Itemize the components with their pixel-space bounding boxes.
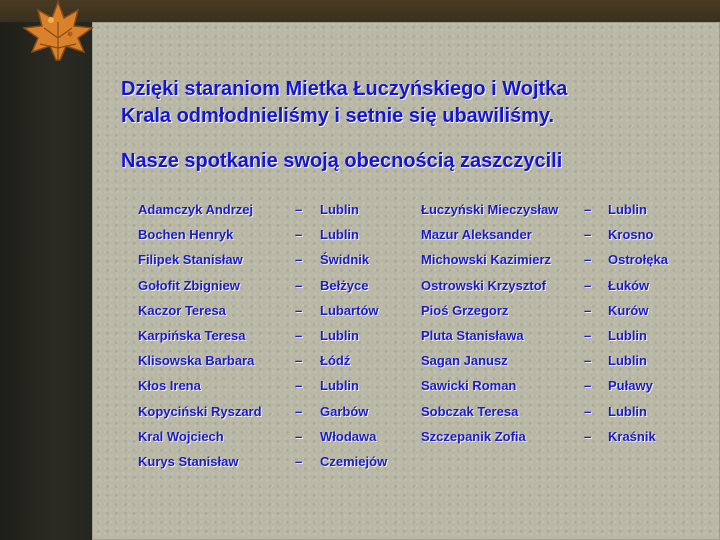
attendee-city: Bełżyce <box>320 278 369 293</box>
slide-subtitle: Nasze spotkanie swoją obecnością zaszczycili <box>121 150 563 172</box>
separator-dash: – <box>295 202 303 217</box>
separator-dash: – <box>584 353 592 368</box>
separator-dash: – <box>295 303 303 318</box>
attendee-city: Lublin <box>608 328 647 343</box>
attendee-city: Łuków <box>608 278 650 293</box>
separator-dash: – <box>584 252 592 267</box>
separator-dash: – <box>295 404 303 419</box>
separator-dash: – <box>295 328 303 343</box>
attendee-name: Klisowska Barbara <box>138 353 255 368</box>
attendee-name: Sagan Janusz <box>421 353 508 368</box>
separator-dash: – <box>584 303 592 318</box>
attendee-city: Krosno <box>608 227 654 242</box>
attendee-name: Adamczyk Andrzej <box>138 202 254 217</box>
attendee-name: Szczepanik Zofia <box>421 429 526 444</box>
attendee-city: Lublin <box>320 227 359 242</box>
attendee-name: Kopyciński Ryszard <box>138 404 262 419</box>
attendee-name: Ostrowski Krzysztof <box>421 278 546 293</box>
attendee-city: Lubartów <box>320 303 379 318</box>
attendee-name: Pluta Stanisława <box>421 328 524 343</box>
slide-heading <box>121 76 567 130</box>
separator-dash: – <box>584 227 592 242</box>
attendee-name: Kłos Irena <box>138 378 201 393</box>
separator-dash: – <box>584 202 592 217</box>
attendee-city: Kurów <box>608 303 649 318</box>
attendee-city: Świdnik <box>320 252 370 267</box>
separator-dash: – <box>584 278 592 293</box>
attendee-name: Sawicki Roman <box>421 378 517 393</box>
attendee-name: Łuczyński Mieczysław <box>421 202 559 217</box>
separator-dash: – <box>295 454 303 469</box>
attendee-city: Puławy <box>608 378 653 393</box>
attendee-city: Ostrołęka <box>608 252 668 267</box>
heading-line-2: Krala odmłodnieliśmy i setnie się ubawiliśmy. <box>121 105 555 127</box>
separator-dash: – <box>295 227 303 242</box>
separator-dash: – <box>295 252 303 267</box>
attendee-name: Kral Wojciech <box>138 429 224 444</box>
attendee-city: Lublin <box>320 202 359 217</box>
heading-line-1: Dzięki staraniom Mietka Łuczyńskiego i Wojtka <box>121 78 568 100</box>
separator-dash: – <box>584 404 592 419</box>
separator-dash: – <box>295 278 303 293</box>
separator-dash: – <box>584 328 592 343</box>
attendee-name: Sobczak Teresa <box>421 404 519 419</box>
attendee-city: Kraśnik <box>608 429 656 444</box>
attendee-name: Kaczor Teresa <box>138 303 226 318</box>
attendee-city: Lublin <box>608 404 647 419</box>
attendee-city: Włodawa <box>320 429 377 444</box>
attendee-city: Lublin <box>320 328 359 343</box>
separator-dash: – <box>295 429 303 444</box>
top-frame-strip <box>0 0 720 22</box>
attendee-name: Michowski Kazimierz <box>421 252 552 267</box>
attendee-name: Gołofit Zbigniew <box>138 278 240 293</box>
attendee-city: Łódź <box>320 353 351 368</box>
attendee-city: Lublin <box>608 202 647 217</box>
separator-dash: – <box>295 378 303 393</box>
separator-dash: – <box>584 378 592 393</box>
attendee-city: Lublin <box>320 378 359 393</box>
attendee-city: Lublin <box>608 353 647 368</box>
attendee-name: Karpińska Teresa <box>138 328 246 343</box>
attendee-city: Czemiejów <box>320 454 388 469</box>
attendee-name: Filipek Stanisław <box>138 252 243 267</box>
attendee-city: Garbów <box>320 404 369 419</box>
autumn-leaf-icon <box>18 0 98 64</box>
left-frame-strip <box>0 0 92 540</box>
attendee-name: Bochen Henryk <box>138 227 234 242</box>
attendee-name: Pioś Grzegorz <box>421 303 509 318</box>
separator-dash: – <box>584 429 592 444</box>
separator-dash: – <box>295 353 303 368</box>
attendee-name: Mazur Aleksander <box>421 227 532 242</box>
attendee-name: Kurys Stanisław <box>138 454 239 469</box>
